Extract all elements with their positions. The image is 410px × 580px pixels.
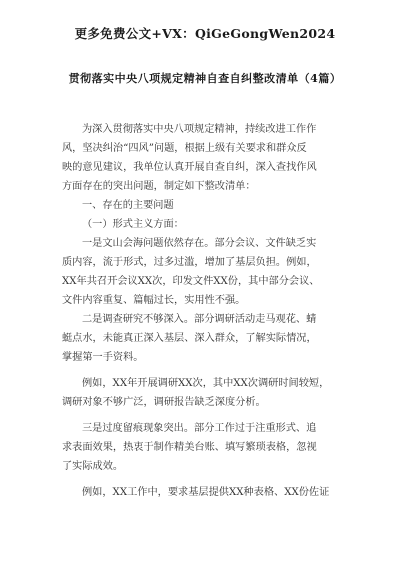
body-line: 风，坚决纠治“四风”问题，根据上级有关要求和群众反 <box>62 143 307 154</box>
body-line: 例如，XX年开展调研XX次，其中XX次调研时间较短， <box>82 378 330 389</box>
paragraph-spacer <box>62 367 354 374</box>
body-line: 蜓点水，未能真正深入基层、深入群众，了解实际情况， <box>62 333 317 344</box>
body-line: 调研对象不够广泛，调研报告缺乏深度分析。 <box>62 397 266 408</box>
body-line: 求表面效果，热衷于制作精美台账、填写繁琐表格，忽视 <box>62 442 317 453</box>
body-line: 例如，XX工作中，要求基层提供XX种表格、XX份佐证 <box>82 487 330 498</box>
promo-header: 更多免费公文+VX：QiGeGongWen2024 <box>74 26 336 41</box>
body-line: 三是过度留痕现象突出。部分工作过于注重形式、追 <box>82 423 317 434</box>
body-line: 掌握第一手资料。 <box>62 352 144 363</box>
document-title: 贯彻落实中央八项规定精神自查自纠整改清单（4篇） <box>68 72 342 85</box>
paragraph-spacer <box>62 476 354 483</box>
subsection-heading: （一）形式主义方面： <box>82 219 184 230</box>
body-line: 方面存在的突出问题，制定如下整改清单： <box>62 181 256 192</box>
paragraph-spacer <box>62 412 354 419</box>
body-line: 文件内容重复、篇幅过长，实用性不强。 <box>62 295 246 306</box>
body-line: 为深入贯彻落实中央八项规定精神，持续改进工作作 <box>82 124 317 135</box>
document-body <box>62 120 354 502</box>
body-line: 一是文山会海问题依然存在。部分会议、文件缺乏实 <box>82 238 317 249</box>
body-line: XX年共召开会议XX次，印发文件XX份，其中部分会议、 <box>62 276 320 287</box>
body-line: 质内容，流于形式，过多过滥，增加了基层负担。例如， <box>62 257 317 268</box>
body-line: 了实际成效。 <box>62 461 124 472</box>
body-line: 映的意见建议，我单位认真开展自查自纠，深入查找作风 <box>62 162 317 173</box>
body-line: 二是调查研究不够深入。部分调研活动走马观花、蜻 <box>82 314 317 325</box>
section-heading: 一、存在的主要问题 <box>82 200 174 211</box>
